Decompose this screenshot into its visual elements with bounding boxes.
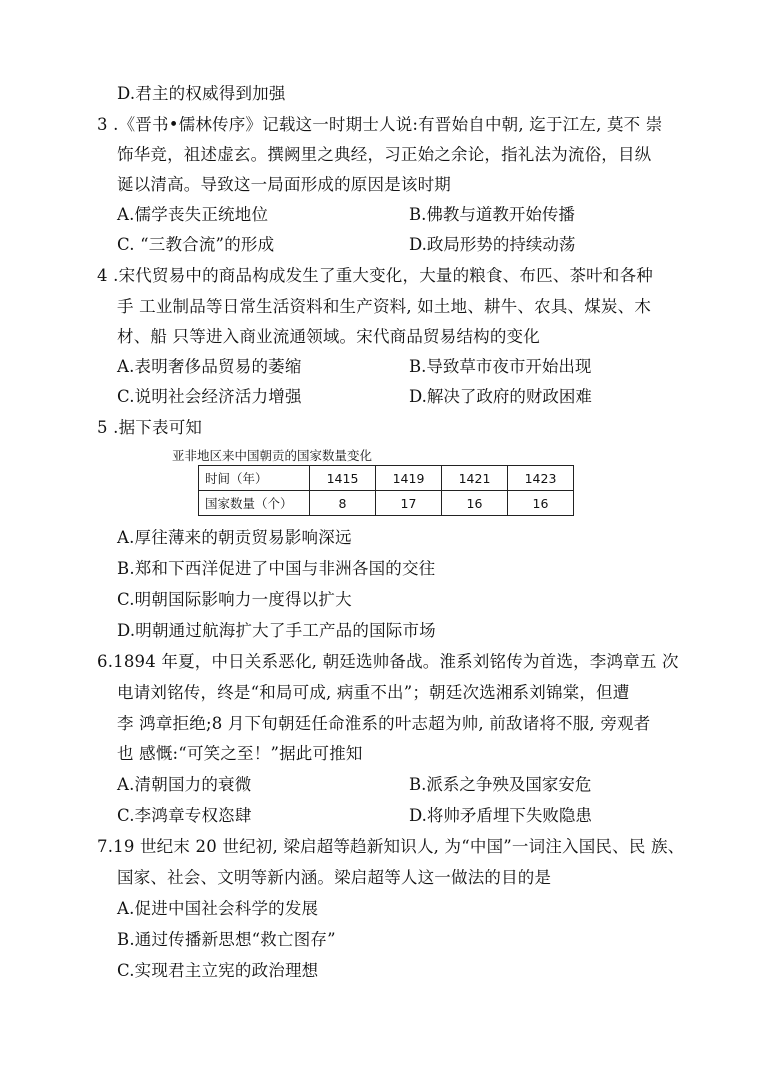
table-cell-count: 17 — [376, 491, 442, 516]
table-cell-count: 8 — [310, 491, 376, 516]
table-caption: 亚非地区来中国朝贡的国家数量变化 — [172, 448, 373, 463]
q2-option-d: D.君主的权威得到加强 — [117, 84, 286, 103]
q7-stem-line-2: 国家、社会、文明等新内涵。梁启超等人这一做法的目的是 — [117, 868, 552, 887]
table-cell-year: 1423 — [508, 466, 574, 491]
q6-option-b: B.派系之争殃及国家安危 — [409, 775, 592, 794]
q6-option-c: C.李鸿章专权恣肆 — [117, 806, 252, 825]
table-row-years — [199, 466, 574, 491]
q5-option-a: A.厚往薄来的朝贡贸易影响深远 — [117, 528, 352, 547]
q6-stem-line-2: 电请刘铭传，终是“和局可成, 病重不出”；朝廷次选湘系刘锦棠，但遭 — [117, 683, 630, 702]
q4-option-c: C.说明社会经济活力增强 — [117, 387, 302, 406]
q5-option-c: C.明朝国际影响力一度得以扩大 — [117, 590, 352, 609]
q3-stem-line-2: 饰华竞，祖述虚玄。撰阙里之典经，习正始之余论，指礼法为流俗，目纵 — [117, 145, 652, 164]
q4-option-b: B.导致草市夜市开始出现 — [409, 357, 592, 376]
q4-stem-line-3: 材、船 只等进入商业流通领域。宋代商品贸易结构的变化 — [117, 327, 540, 346]
q3-option-c: C. “三教合流”的形成 — [117, 235, 275, 254]
q6-option-a: A.清朝国力的衰微 — [117, 775, 252, 794]
q7-option-c: C.实现君主立宪的政治理想 — [117, 961, 319, 980]
q3-stem-line-1: 3 .《晋书•儒林传序》记载这一时期士人说:有晋始自中朝, 迄于江左, 莫不 崇 — [97, 115, 663, 134]
q4-option-a: A.表明奢侈品贸易的萎缩 — [117, 357, 302, 376]
tribute-table — [198, 465, 574, 516]
table-header-counts: 国家数量（个） — [199, 491, 310, 516]
q7-option-b: B.通过传播新思想“救亡图存” — [117, 930, 336, 949]
table-cell-count: 16 — [442, 491, 508, 516]
table-cell-year: 1421 — [442, 466, 508, 491]
q3-option-d: D.政局形势的持续动荡 — [409, 235, 576, 254]
table-cell-count: 16 — [508, 491, 574, 516]
q3-option-a: A.儒学丧失正统地位 — [117, 205, 269, 224]
q3-option-b: B.佛教与道教开始传播 — [409, 205, 575, 224]
q4-option-d: D.解决了政府的财政困难 — [409, 387, 592, 406]
q5-option-d: D.明朝通过航海扩大了手工产品的国际市场 — [117, 621, 436, 640]
q6-stem-line-4: 也 感慨:“可笑之至！”据此可推知 — [117, 744, 363, 763]
table-cell-year: 1415 — [310, 466, 376, 491]
table-row-counts — [199, 491, 574, 516]
table-header-years: 时间（年） — [199, 466, 310, 491]
q4-stem-line-1: 4 .宋代贸易中的商品构成发生了重大变化，大量的粮食、布匹、茶叶和各种 — [97, 266, 653, 285]
q5-stem: 5 .据下表可知 — [97, 418, 203, 437]
q7-option-a: A.促进中国社会科学的发展 — [117, 899, 319, 918]
q4-stem-line-2: 手 工业制品等日常生活资料和生产资料, 如土地、耕牛、农具、煤炭、木 — [117, 297, 652, 316]
q6-option-d: D.将帅矛盾埋下失败隐患 — [409, 806, 592, 825]
q7-stem-line-1: 7.19 世纪末 20 世纪初, 梁启超等趋新知识人, 为“中国”一词注入国民、民 族、 — [97, 837, 685, 856]
table-cell-year: 1419 — [376, 466, 442, 491]
q6-stem-line-3: 李 鸿章拒绝;8 月下旬朝廷任命淮系的叶志超为帅, 前敌诸将不服, 旁观者 — [117, 714, 651, 733]
q5-option-b: B.郑和下西洋促进了中国与非洲各国的交往 — [117, 559, 436, 578]
q3-stem-line-3: 诞以清高。导致这一局面形成的原因是该时期 — [117, 175, 451, 194]
q6-stem-line-1: 6.1894 年夏，中日关系恶化, 朝廷选帅备战。淮系刘铭传为首选，李鸿章五 次 — [97, 652, 679, 671]
